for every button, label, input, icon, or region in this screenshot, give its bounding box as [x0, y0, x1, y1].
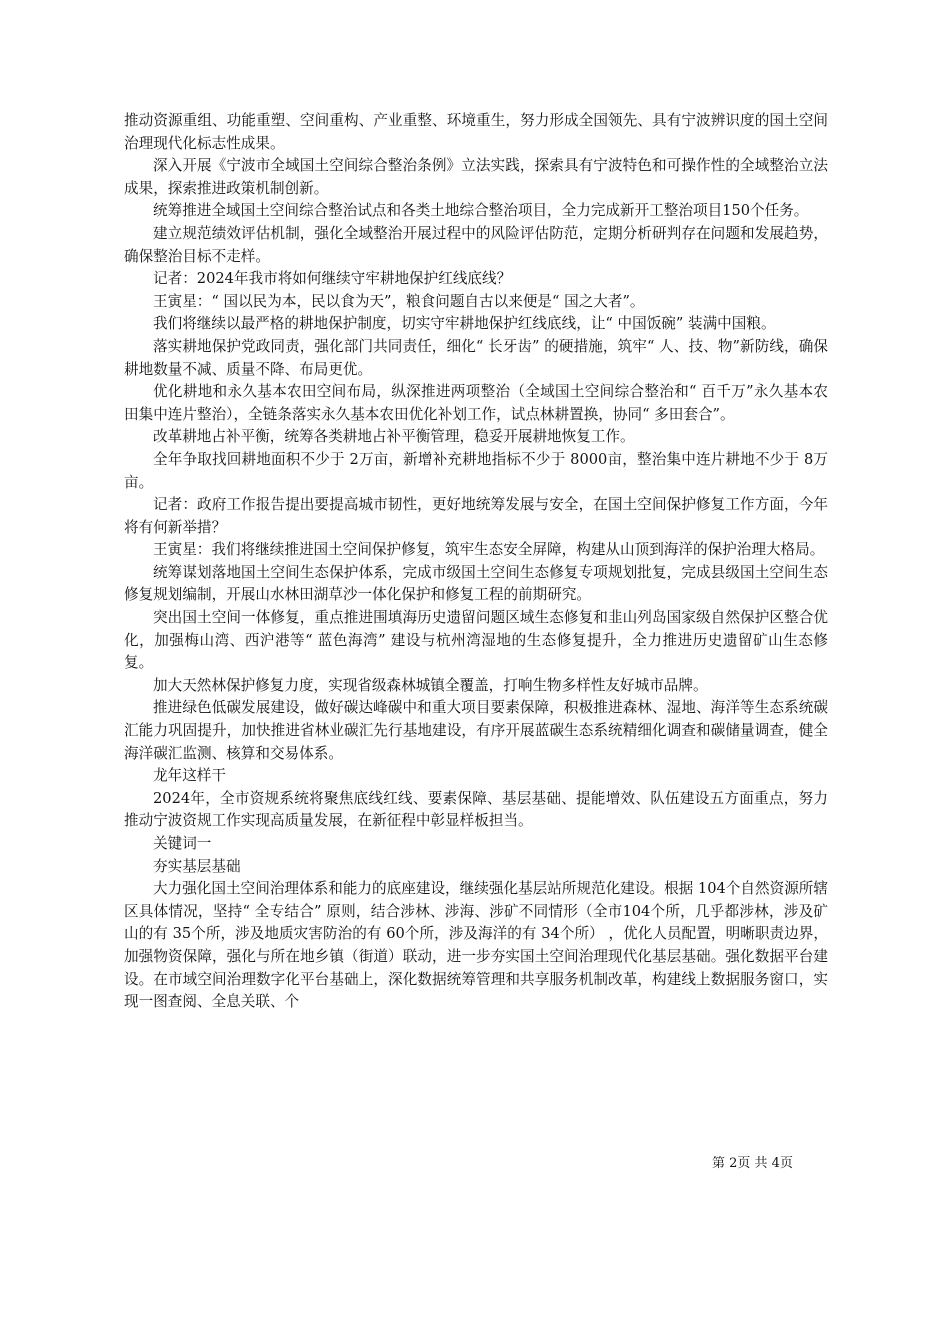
paragraph-14: 统筹谋划落地国土空间生态保护体系，完成市级国土空间生态修复专项规划批复，完成县级国土空间生态修复规划编制，开展山水林田湖草沙一体化保护和修复工程的前期研究。 — [124, 563, 828, 604]
paragraph-13: 王寅星：我们将继续推进国土空间保护修复，筑牢生态安全屏障，构建从山顶到海洋的保护治理大格局。 — [153, 541, 825, 559]
paragraph-7: 我们将继续以最严格的耕地保护制度，切实守牢耕地保护红线底线，让“ 中国饭碗” 装满中国粮。 — [153, 315, 776, 333]
paragraph-10: 改革耕地占补平衡，统筹各类耕地占补平衡管理，稳妥开展耕地恢复工作。 — [153, 428, 635, 446]
paragraph-15: 突出国土空间一体修复，重点推进围填海历史遗留问题区域生态修复和韭山列岛国家级自然保护区整合优化，加强梅山湾、西沪港等“ 蓝色海湾” 建设与杭州湾湿地的生态修复提升，全力推进历史遗留矿山生态修复。 — [124, 609, 828, 672]
paragraph-12: 记者：政府工作报告提出要提高城市韧性，更好地统筹发展与安全，在国土空间保护修复工作方面，今年将有何新举措？ — [124, 496, 828, 536]
paragraph-4: 建立规范绩效评估机制，强化全域整治开展过程中的风险评估防范，定期分析研判存在问题和发展趋势，确保整治目标不走样。 — [124, 224, 828, 265]
document-body — [124, 110, 828, 1014]
paragraph-16: 加大天然林保护修复力度，实现省级森林城镇全覆盖，打响生物多样性友好城市品牌。 — [153, 676, 708, 694]
paragraph-2: 深入开展《宁波市全域国土空间综合整治条例》立法实践，探索具有宁波特色和可操作性的全域整治立法成果，探索推进政策机制创新。 — [124, 157, 828, 197]
paragraph-22: 大力强化国土空间治理体系和能力的底座建设，继续强化基层站所规范化建设。根据 104个自然资源所辖区具体情况，坚持“ 全专结合” 原则，结合涉林、涉海、涉矿不同情形（全市104个所，几乎都涉林，涉及矿山的有 35个所，涉及地质灾害防治的有 60个所，涉及海洋的有 34个所） ，优化人员配置，明晰职责边界，加强物资保障，强化与所在地乡镇（街道）联动，进一步夯实国土空间治理现代化基层基础。强化数据平台建设。在市域空间治理数字化平台基础上，深化数据统筹管理和共享服务机制改革，构建线上数据服务窗口，实现一图查阅、全息关联、个 — [124, 880, 828, 1011]
page-number: 第 2页 共 4页 — [712, 1156, 793, 1171]
paragraph-9: 优化耕地和永久基本农田空间布局，纵深推进两项整治（全域国土空间综合整治和“ 百千万”永久基本农田集中连片整治），全链条落实永久基本农田优化补划工作，试点林耕置换，协同“ 多田套合”。 — [124, 383, 828, 423]
keyword-label: 关键词一 — [153, 835, 212, 852]
paragraph-19: 2024年，全市资规系统将聚焦底线红线、要素保障、基层基础、提能增效、队伍建设五方面重点，努力推动宁波资规工作实现高质量发展，在新征程中彰显样板担当。 — [124, 789, 828, 830]
keyword-title: 夯实基层基础 — [153, 857, 241, 875]
paragraph-11: 全年争取找回耕地面积不少于 2万亩，新增补充耕地指标不少于 8000亩，整治集中连片耕地不少于 8万亩。 — [124, 450, 828, 491]
section-heading: 龙年这样干 — [153, 767, 226, 785]
paragraph-5: 记者：2024年我市将如何继续守牢耕地保护红线底线？ — [153, 270, 512, 288]
paragraph-17: 推进绿色低碳发展建设，做好碳达峰碳中和重大项目要素保障，积极推进森林、湿地、海洋等生态系统碳汇能力巩固提升，加快推进省林业碳汇先行基地建设，有序开展蓝碳生态系统精细化调查和碳储量调查，健全海洋碳汇监测、核算和交易体系。 — [124, 699, 828, 762]
paragraph-8: 落实耕地保护党政同责，强化部门共同责任，细化“ 长牙齿” 的硬措施，筑牢“ 人、技、物”新防线，确保耕地数量不减、质量不降、布局更优。 — [124, 337, 828, 378]
paragraph-3: 统筹推进全域国土空间综合整治试点和各类土地综合整治项目，全力完成新开工整治项目150个任务。 — [153, 202, 809, 220]
paragraph-1: 推动资源重组、功能重塑、空间重构、产业重整、环境重生，努力形成全国领先、具有宁波辨识度的国土空间治理现代化标志性成果。 — [124, 112, 828, 152]
paragraph-6: 王寅星：“ 国以民为本，民以食为天”，粮食问题自古以来便是“ 国之大者”。 — [153, 292, 645, 310]
